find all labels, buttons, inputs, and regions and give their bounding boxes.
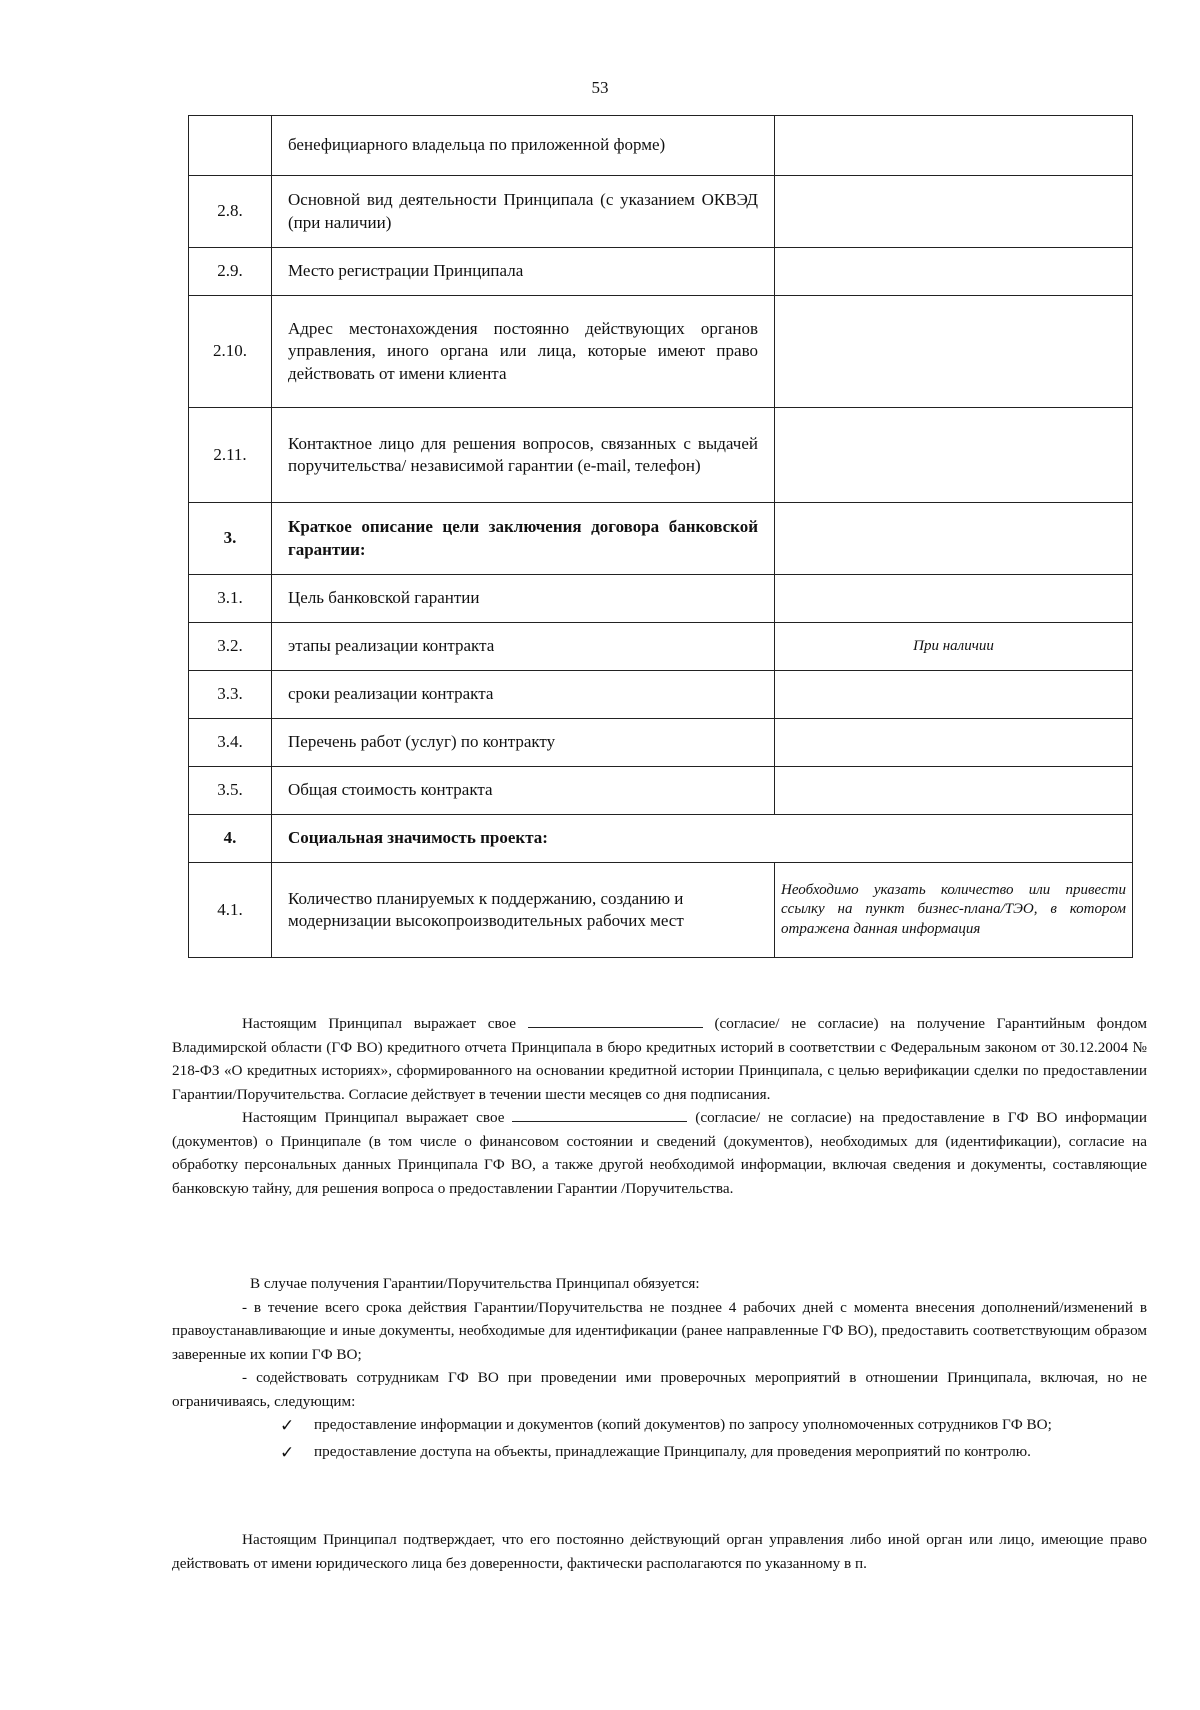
row-description: этапы реализации контракта xyxy=(272,623,775,671)
row-value-cell[interactable] xyxy=(775,575,1133,623)
row-value-cell[interactable] xyxy=(775,116,1133,176)
table-row xyxy=(189,863,1133,958)
consent-paragraph-credit-report xyxy=(172,1012,1147,1106)
obligations-block xyxy=(172,1272,1147,1466)
page-number: 53 xyxy=(591,78,609,97)
row-description: Перечень работ (услуг) по контракту xyxy=(272,719,775,767)
paragraph-text: Настоящим Принципал выражает свое xyxy=(242,1109,505,1127)
consent-blank-field[interactable] xyxy=(512,1109,687,1122)
row-number: 2.9. xyxy=(189,248,272,296)
row-number: 2.10. xyxy=(189,296,272,408)
row-value-cell[interactable] xyxy=(775,767,1133,815)
checklist-text: предоставление доступа на объекты, принадлежащие Принципалу, для проведения мероприятий по контролю. xyxy=(314,1442,1031,1460)
row-value-note: Необходимо указать количество или привести ссылку на пункт бизнес-плана/ТЭО, в котором отражена данная информация xyxy=(775,863,1133,958)
row-number xyxy=(189,116,272,176)
paragraph-text: (согласие/ не согласие) на предоставление в ГФ ВО информации (документов) о Принципале (в том числе о финансовом состоянии и сведений (документов), необходимых для (идентификации), согласие на обработку персональных данных Принципала ГФ ВО, а также другой необходимой информации, включая сведения и документы, составляющие банковскую тайну, для решения вопроса о предоставлении Гарантии /Поручительства. xyxy=(172,1109,1147,1197)
obligation-item: - в течение всего срока действия Гарантии/Поручительства не позднее 4 рабочих дней с момента внесения дополнений/изменений в правоустанавливающие и иные документы, необходимые для идентификации (ранее направленные ГФ ВО), предоставить соответствующим образом заверенные их копии ГФ ВО; xyxy=(172,1298,1147,1363)
checkmark-icon: ✓ xyxy=(280,1442,295,1462)
row-description: Адрес местонахождения постоянно действующих органов управления, иного органа или лица, которые имеют право действовать от имени клиента xyxy=(272,296,775,408)
row-description: Цель банковской гарантии xyxy=(272,575,775,623)
row-value-cell[interactable] xyxy=(775,408,1133,503)
row-number: 4.1. xyxy=(189,863,272,958)
checklist-item xyxy=(172,1440,1147,1466)
section-number: 3. xyxy=(189,503,272,575)
row-description: Основной вид деятельности Принципала (с указанием ОКВЭД (при наличии) xyxy=(272,176,775,248)
row-value-cell[interactable] xyxy=(775,503,1133,575)
row-description: бенефициарного владельца по приложенной форме) xyxy=(272,116,775,176)
consent-blank-field[interactable] xyxy=(528,1015,703,1028)
form-table xyxy=(188,115,1133,958)
row-value-cell[interactable] xyxy=(775,719,1133,767)
row-number: 3.2. xyxy=(189,623,272,671)
table-row xyxy=(189,767,1133,815)
table-row xyxy=(189,815,1133,863)
section-heading: Краткое описание цели заключения договора банковской гарантии: xyxy=(272,503,775,575)
paragraph-text: (согласие/ не согласие) на получение Гарантийным фондом Владимирской области (ГФ ВО) кредитного отчета Принципала в бюро кредитных историй в соответствии с Федеральным законом от 30.12.2004 № 218-ФЗ «О кредитных историях», сформированного на основании кредитной истории Принципала, с целью верификации сделки по предоставлении Гарантии/Поручительства. Согласие действует в течении шести месяцев со дня подписания. xyxy=(172,1015,1148,1103)
table-row xyxy=(189,623,1133,671)
row-description: сроки реализации контракта xyxy=(272,671,775,719)
table-row xyxy=(189,503,1133,575)
table-row xyxy=(189,575,1133,623)
row-number: 3.4. xyxy=(189,719,272,767)
row-number: 3.1. xyxy=(189,575,272,623)
confirmation-paragraph: Настоящим Принципал подтверждает, что его постоянно действующий орган управления либо иной орган или лицо, имеющие право действовать от имени юридического лица без доверенности, фактически располагаются по указанному в п. xyxy=(172,1531,1147,1572)
table-row xyxy=(189,719,1133,767)
row-number: 3.3. xyxy=(189,671,272,719)
row-value-cell[interactable] xyxy=(775,176,1133,248)
checklist-text: предоставление информации и документов (копий документов) по запросу уполномоченных сотрудников ГФ ВО; xyxy=(314,1416,1052,1434)
row-value-cell[interactable] xyxy=(775,296,1133,408)
checkmark-icon: ✓ xyxy=(280,1416,295,1436)
obligation-item: - содействовать сотрудникам ГФ ВО при проведении ими проверочных мероприятий в отношении Принципала, включая, но не ограничиваясь, следующим: xyxy=(172,1369,1147,1410)
row-description: Контактное лицо для решения вопросов, связанных с выдачей поручительства/ независимой гарантии (e-mail, телефон) xyxy=(272,408,775,503)
consent-paragraph-information xyxy=(172,1106,1147,1200)
row-number: 3.5. xyxy=(189,767,272,815)
table-row xyxy=(189,116,1133,176)
table-row xyxy=(189,408,1133,503)
confirmation-block xyxy=(172,1528,1147,1575)
table-row xyxy=(189,248,1133,296)
section-heading: Социальная значимость проекта: xyxy=(272,815,1133,863)
row-value-note: При наличии xyxy=(775,623,1133,671)
row-description: Количество планируемых к поддержанию, созданию и модернизации высокопроизводительных рабочих мест xyxy=(272,863,775,958)
consent-block xyxy=(172,1012,1147,1201)
row-description: Общая стоимость контракта xyxy=(272,767,775,815)
table-row xyxy=(189,176,1133,248)
paragraph-text: Настоящим Принципал выражает свое xyxy=(242,1015,517,1032)
obligations-intro: В случае получения Гарантии/Поручительства Принципал обязуется: xyxy=(250,1275,700,1292)
table-row xyxy=(189,296,1133,408)
row-description: Место регистрации Принципала xyxy=(272,248,775,296)
row-number: 2.11. xyxy=(189,408,272,503)
table-row xyxy=(189,671,1133,719)
row-value-cell[interactable] xyxy=(775,248,1133,296)
checklist-item xyxy=(172,1413,1147,1439)
row-number: 2.8. xyxy=(189,176,272,248)
section-number: 4. xyxy=(189,815,272,863)
row-value-cell[interactable] xyxy=(775,671,1133,719)
